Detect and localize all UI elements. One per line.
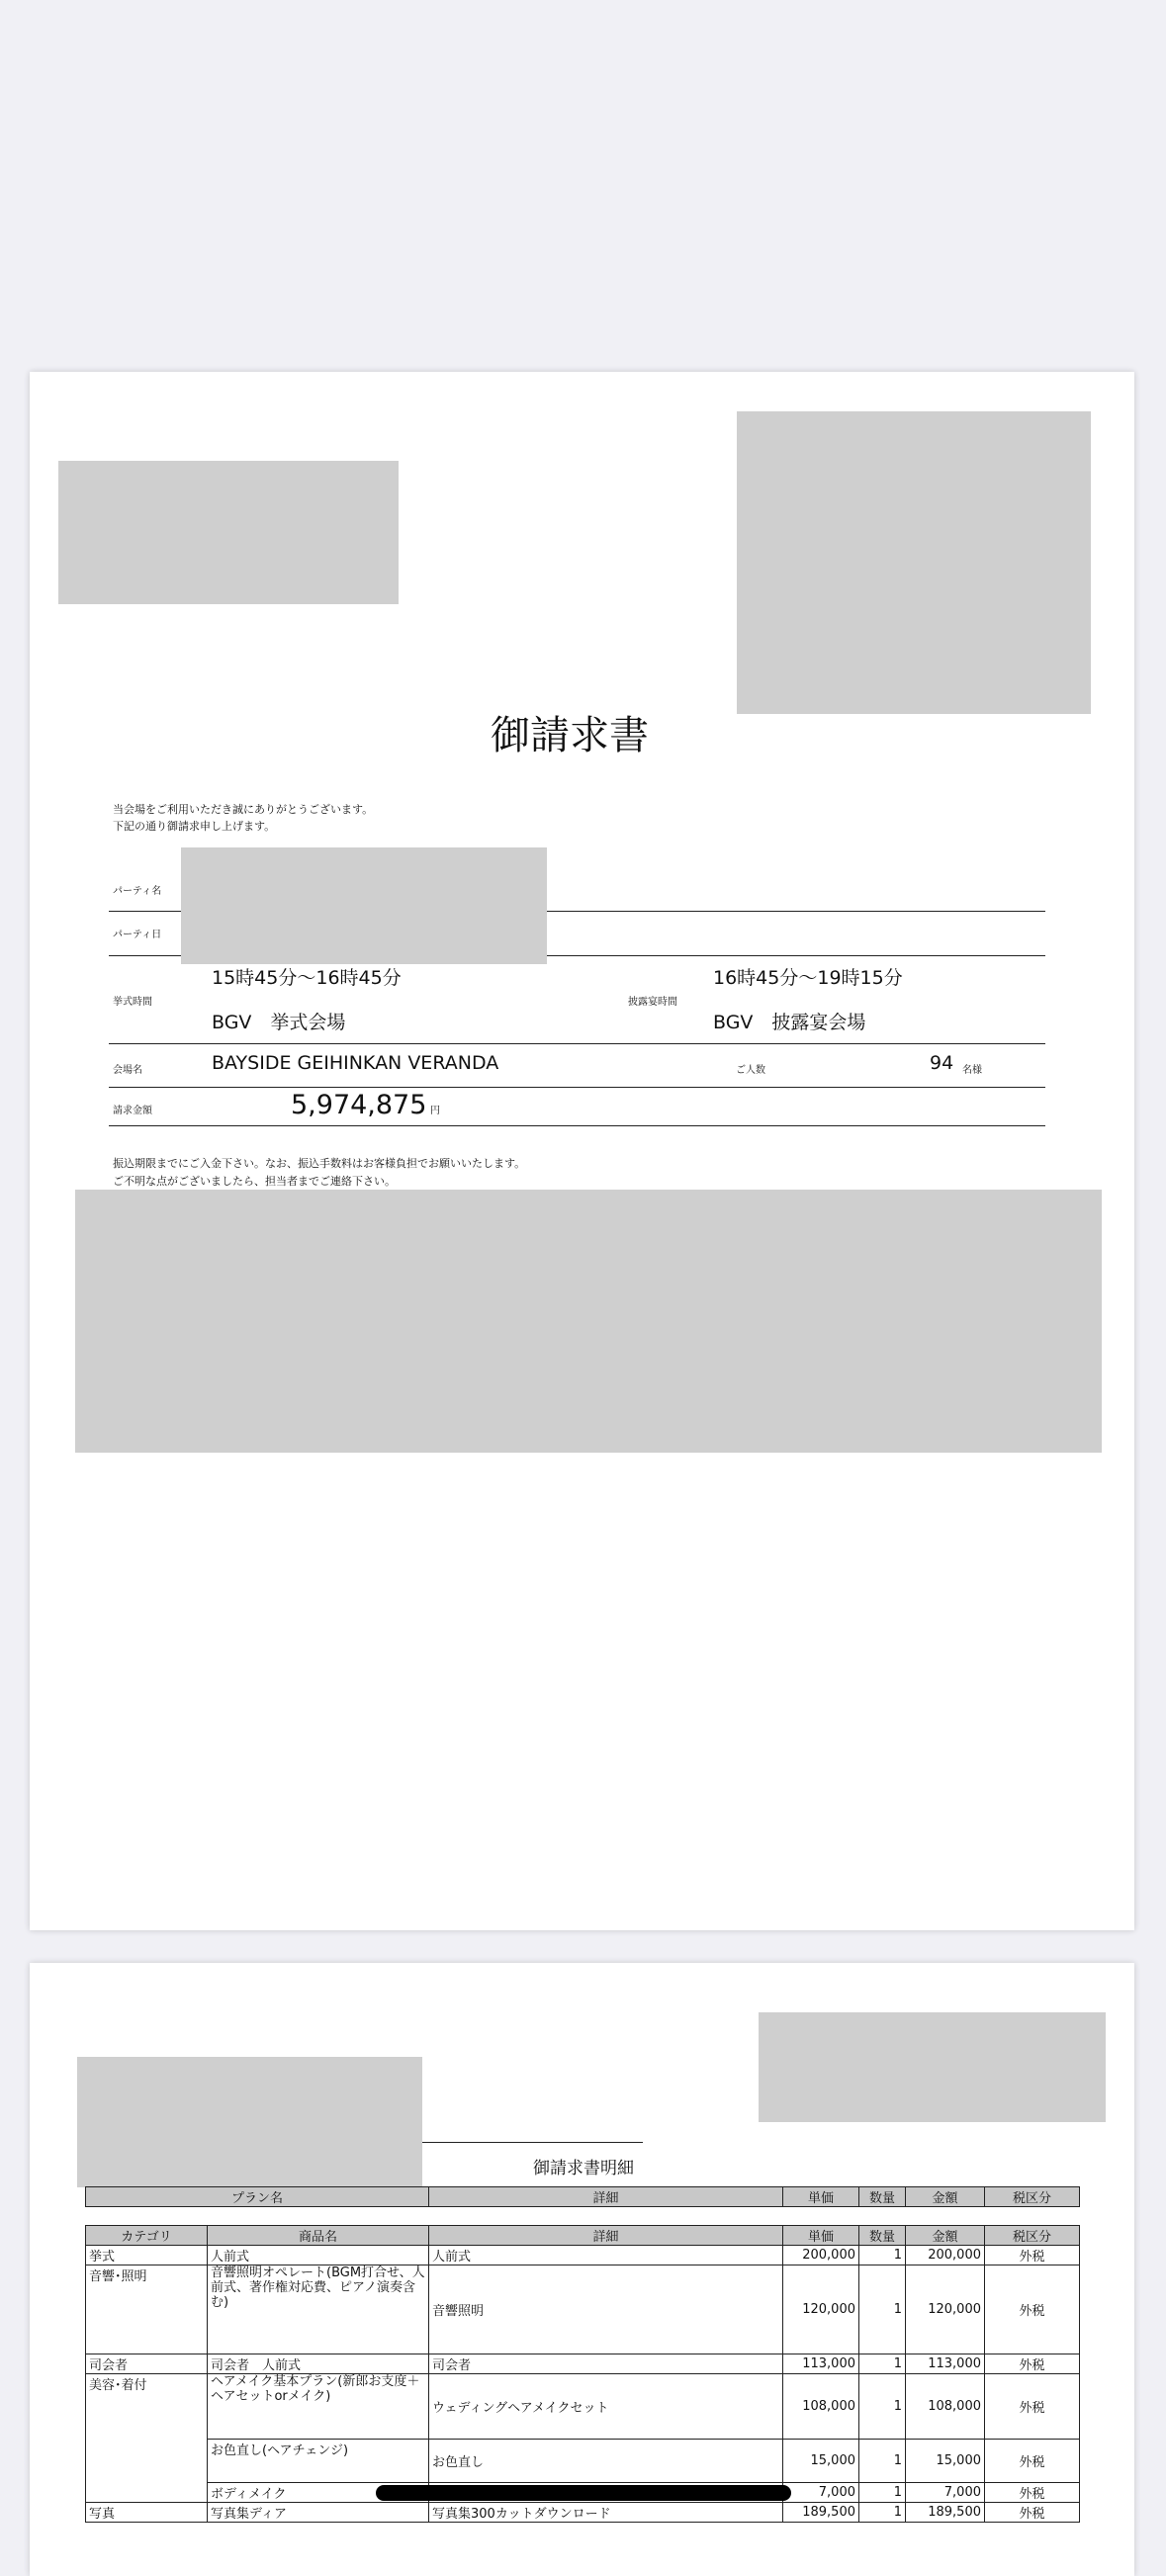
venue-name: BAYSIDE GEIHINKAN VERANDA (212, 1052, 499, 1074)
unit-price-cell: 120,000 (783, 2265, 859, 2354)
tax-cell: 外税 (985, 2440, 1080, 2483)
greeting-line-2: 下記の通り御請求申し上げます。 (113, 820, 276, 833)
items-header-cell: 商品名 (208, 2226, 429, 2246)
ceremony-time: 15時45分～16時45分 (212, 967, 402, 989)
redacted-logo-left (58, 461, 399, 604)
qty-cell: 1 (859, 2265, 906, 2354)
items-header-cell: 金額 (906, 2226, 985, 2246)
category-cell: 写真 (86, 2503, 208, 2523)
reception-venue: BGV 披露宴会場 (713, 1012, 866, 1033)
amount-cell: 108,000 (906, 2374, 985, 2440)
divider (109, 1087, 1045, 1088)
payment-note-2: ご不明な点がございましたら、担当者までご連絡下さい。 (113, 1175, 396, 1188)
divider (415, 2142, 643, 2143)
qty-cell: 1 (859, 2503, 906, 2523)
product-cell: 写真集ディア (208, 2503, 429, 2523)
detail-cell: 写真集300カットダウンロード (429, 2503, 783, 2523)
category-cell: 美容･着付 (86, 2374, 208, 2503)
redacted-logo-left (77, 2057, 422, 2187)
invoice-amount: 5,974,875 (291, 1090, 427, 1120)
invoice-page-2 (30, 1963, 1134, 2576)
guests-unit: 名様 (962, 1065, 982, 1076)
unit-price-cell: 200,000 (783, 2246, 859, 2265)
redacted-stamp-right (737, 411, 1091, 714)
invoice-page-1 (30, 372, 1134, 1930)
ceremony-venue: BGV 挙式会場 (212, 1012, 346, 1033)
plan-header-cell: 単価 (783, 2187, 859, 2207)
qty-cell: 1 (859, 2483, 906, 2503)
product-cell: 司会者 人前式 (208, 2354, 429, 2374)
plan-header-cell: 税区分 (985, 2187, 1080, 2207)
divider (109, 1043, 1045, 1044)
amount-cell: 200,000 (906, 2246, 985, 2265)
party-date-label: パーティ日 (113, 930, 162, 940)
unit-price-cell: 7,000 (783, 2483, 859, 2503)
amount-cell: 7,000 (906, 2483, 985, 2503)
tax-cell: 外税 (985, 2374, 1080, 2440)
plan-table (85, 2186, 1080, 2207)
tax-cell: 外税 (985, 2354, 1080, 2374)
home-indicator[interactable] (376, 2485, 791, 2501)
invoice-title: 御請求書 (491, 713, 649, 758)
ceremony-time-label: 挙式時間 (113, 997, 152, 1008)
product-cell: 音響照明オペレート(BGM打合せ、人前式、著作権対応費、ピアノ演奏含む) (208, 2265, 429, 2354)
qty-cell: 1 (859, 2246, 906, 2265)
reception-time: 16時45分～19時15分 (713, 967, 903, 989)
tax-cell: 外税 (985, 2503, 1080, 2523)
amount-label: 請求金額 (113, 1106, 152, 1116)
items-header-row (86, 2226, 1080, 2246)
tax-cell: 外税 (985, 2246, 1080, 2265)
amount-cell: 15,000 (906, 2440, 985, 2483)
qty-cell: 1 (859, 2440, 906, 2483)
plan-header-cell: 数量 (859, 2187, 906, 2207)
plan-header-cell: プラン名 (86, 2187, 429, 2207)
venue-label: 会場名 (113, 1065, 142, 1076)
unit-price-cell: 113,000 (783, 2354, 859, 2374)
guests-label: ご人数 (736, 1065, 765, 1076)
product-cell: 人前式 (208, 2246, 429, 2265)
items-header-cell: 詳細 (429, 2226, 783, 2246)
product-cell: ボディメイク (208, 2483, 429, 2503)
table-row (86, 2503, 1080, 2523)
details-title: 御請求書明細 (533, 2159, 634, 2178)
tax-cell: 外税 (985, 2483, 1080, 2503)
category-cell: 司会者 (86, 2354, 208, 2374)
plan-header-cell: 詳細 (429, 2187, 783, 2207)
unit-price-cell: 108,000 (783, 2374, 859, 2440)
qty-cell: 1 (859, 2374, 906, 2440)
divider (109, 1125, 1045, 1126)
product-cell: お色直し(ヘアチェンジ) (208, 2440, 429, 2483)
redacted-party-info (181, 847, 547, 964)
redacted-bank-info (75, 1190, 1102, 1453)
detail-cell: ウェディングヘアメイクセット (429, 2374, 783, 2440)
reception-time-label: 披露宴時間 (628, 997, 677, 1008)
category-cell: 挙式 (86, 2246, 208, 2265)
table-row (86, 2265, 1080, 2354)
plan-header-cell: 金額 (906, 2187, 985, 2207)
detail-cell: 人前式 (429, 2246, 783, 2265)
redacted-logo-right (759, 2012, 1106, 2122)
unit-price-cell: 189,500 (783, 2503, 859, 2523)
category-cell: 音響･照明 (86, 2265, 208, 2354)
greeting-line-1: 当会場をご利用いただき誠にありがとうございます。 (113, 803, 374, 816)
unit-price-cell: 15,000 (783, 2440, 859, 2483)
amount-unit: 円 (430, 1106, 440, 1116)
detail-cell: 音響照明 (429, 2265, 783, 2354)
table-row (86, 2374, 1080, 2440)
party-name-label: パーティ名 (113, 886, 162, 897)
items-table (85, 2225, 1080, 2523)
table-row (86, 2246, 1080, 2265)
detail-cell: お色直し (429, 2440, 783, 2483)
tax-cell: 外税 (985, 2265, 1080, 2354)
items-header-cell: 税区分 (985, 2226, 1080, 2246)
table-row (86, 2440, 1080, 2483)
amount-cell: 189,500 (906, 2503, 985, 2523)
items-header-cell: 数量 (859, 2226, 906, 2246)
guests-count: 94 (930, 1052, 954, 1074)
items-header-cell: 単価 (783, 2226, 859, 2246)
items-header-cell: カテゴリ (86, 2226, 208, 2246)
qty-cell: 1 (859, 2354, 906, 2374)
amount-cell: 113,000 (906, 2354, 985, 2374)
table-row (86, 2354, 1080, 2374)
amount-cell: 120,000 (906, 2265, 985, 2354)
payment-note-1: 振込期限までにご入金下さい。なお、振込手数料はお客様負担でお願いいたします。 (113, 1157, 526, 1170)
detail-cell: 司会者 (429, 2354, 783, 2374)
plan-header-row (86, 2187, 1080, 2207)
product-cell: ヘアメイク基本プラン(新郎お支度＋ヘアセットorメイク) (208, 2374, 429, 2440)
